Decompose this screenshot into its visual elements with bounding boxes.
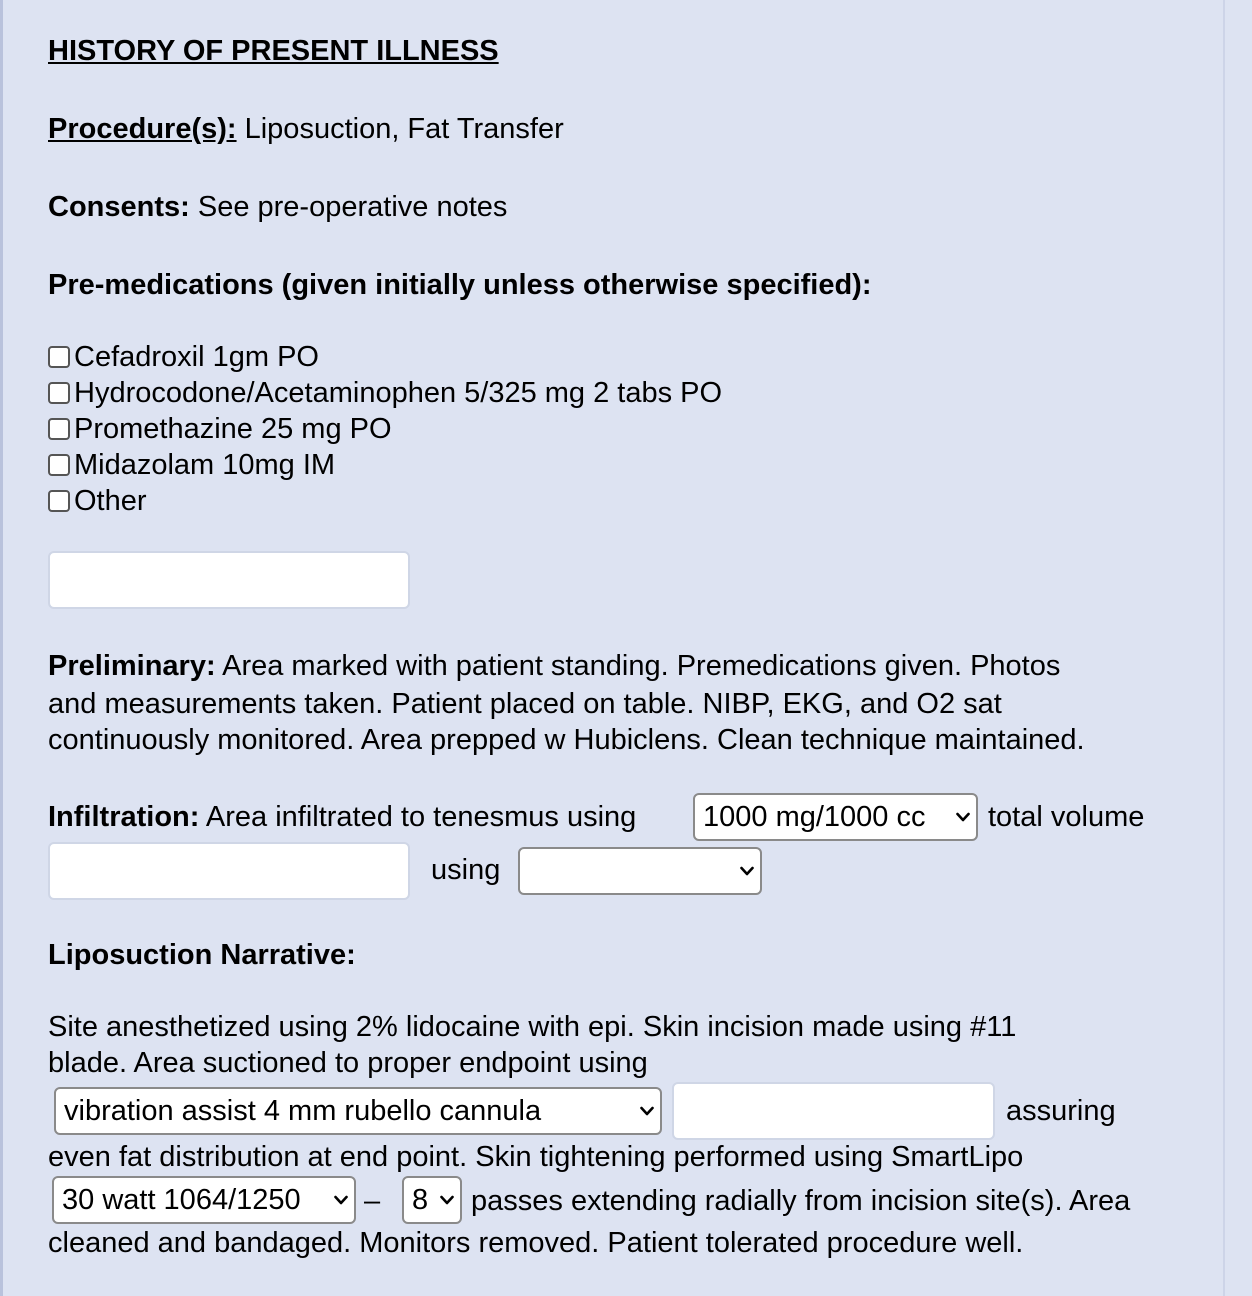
- infiltration-text: Area infiltrated to tenesmus using: [205, 801, 637, 833]
- liposuction-line: Site anesthetized using 2% lidocaine with epi. Skin incision made using #11: [48, 1011, 1017, 1043]
- infiltration-solution-select[interactable]: [693, 793, 978, 841]
- premed-item-hydrocodone[interactable]: [48, 375, 722, 411]
- infiltration-using-select[interactable]: [518, 847, 762, 895]
- consents-row: [48, 189, 507, 225]
- premed-label: Promethazine 25 mg PO: [74, 413, 392, 445]
- range-dash: –: [364, 1185, 381, 1217]
- liposuction-line: even fat distribution at end point. Skin tightening performed using SmartLipo: [48, 1141, 1024, 1173]
- right-border: [1223, 0, 1225, 1296]
- cannula-input[interactable]: [672, 1082, 995, 1140]
- infiltration-label: Infiltration:: [48, 801, 200, 833]
- liposuction-heading: Liposuction Narrative:: [48, 939, 356, 971]
- premedications-checklist: [48, 339, 722, 519]
- passes-select[interactable]: [402, 1176, 462, 1224]
- liposuction-paragraph-top: [48, 1009, 1218, 1081]
- wattage-select[interactable]: [52, 1176, 356, 1224]
- premed-item-cefadroxil[interactable]: [48, 339, 722, 375]
- premed-other-input[interactable]: [48, 551, 410, 609]
- liposuction-line: cleaned and bandaged. Monitors removed. Patient tolerated procedure well.: [48, 1227, 1024, 1259]
- chevron-down-icon: [334, 1193, 348, 1207]
- premed-item-other[interactable]: [48, 483, 722, 519]
- liposuction-line: blade. Area suctioned to proper endpoint using: [48, 1047, 648, 1079]
- chevron-down-icon: [740, 864, 754, 878]
- premed-checkbox-other[interactable]: [48, 490, 70, 512]
- wattage-value: 30 watt 1064/1250: [62, 1184, 301, 1216]
- procedures-label: Procedure(s):: [48, 113, 237, 145]
- premed-item-midazolam[interactable]: [48, 447, 722, 483]
- premedications-heading: Pre-medications (given initially unless otherwise specified):: [48, 269, 872, 301]
- premed-checkbox-midazolam[interactable]: [48, 454, 70, 476]
- procedures-value: Liposuction, Fat Transfer: [244, 113, 564, 145]
- premed-label: Hydrocodone/Acetaminophen 5/325 mg 2 tabs PO: [74, 377, 723, 409]
- consents-label: Consents:: [48, 191, 190, 223]
- chevron-down-icon: [640, 1104, 654, 1118]
- infiltration-row: [48, 799, 636, 835]
- premed-checkbox-hydrocodone[interactable]: [48, 382, 70, 404]
- premed-label: Other: [74, 485, 147, 517]
- cannula-select[interactable]: [54, 1087, 662, 1135]
- infiltration-using-label: using: [431, 854, 501, 886]
- assuring-text: assuring: [1006, 1095, 1116, 1127]
- preliminary-line: and measurements taken. Patient placed on table. NIBP, EKG, and O2 sat: [48, 688, 1002, 720]
- premed-label: Cefadroxil 1gm PO: [74, 341, 319, 373]
- chevron-down-icon: [440, 1193, 454, 1207]
- procedures-row: [48, 111, 564, 147]
- infiltration-volume-input[interactable]: [48, 842, 410, 900]
- cannula-value: vibration assist 4 mm rubello cannula: [64, 1095, 542, 1127]
- premed-checkbox-promethazine[interactable]: [48, 418, 70, 440]
- consents-value: See pre-operative notes: [197, 191, 508, 223]
- premed-item-promethazine[interactable]: [48, 411, 722, 447]
- chevron-down-icon: [956, 810, 970, 824]
- preliminary-line: continuously monitored. Area prepped w Hubiclens. Clean technique maintained.: [48, 724, 1085, 756]
- premed-label: Midazolam 10mg IM: [74, 449, 336, 481]
- infiltration-total-volume-text: total volume: [988, 801, 1145, 833]
- preliminary-label: Preliminary:: [48, 650, 216, 682]
- preliminary-paragraph: [48, 647, 1218, 759]
- left-border: [0, 0, 3, 1296]
- section-title: HISTORY OF PRESENT ILLNESS: [48, 35, 499, 67]
- passes-value: 8: [412, 1184, 429, 1216]
- passes-text: passes extending radially from incision site(s). Area: [471, 1185, 1131, 1217]
- preliminary-line: Area marked with patient standing. Premedications given. Photos: [222, 650, 1061, 682]
- premed-checkbox-cefadroxil[interactable]: [48, 346, 70, 368]
- infiltration-solution-value: 1000 mg/1000 cc: [703, 801, 926, 833]
